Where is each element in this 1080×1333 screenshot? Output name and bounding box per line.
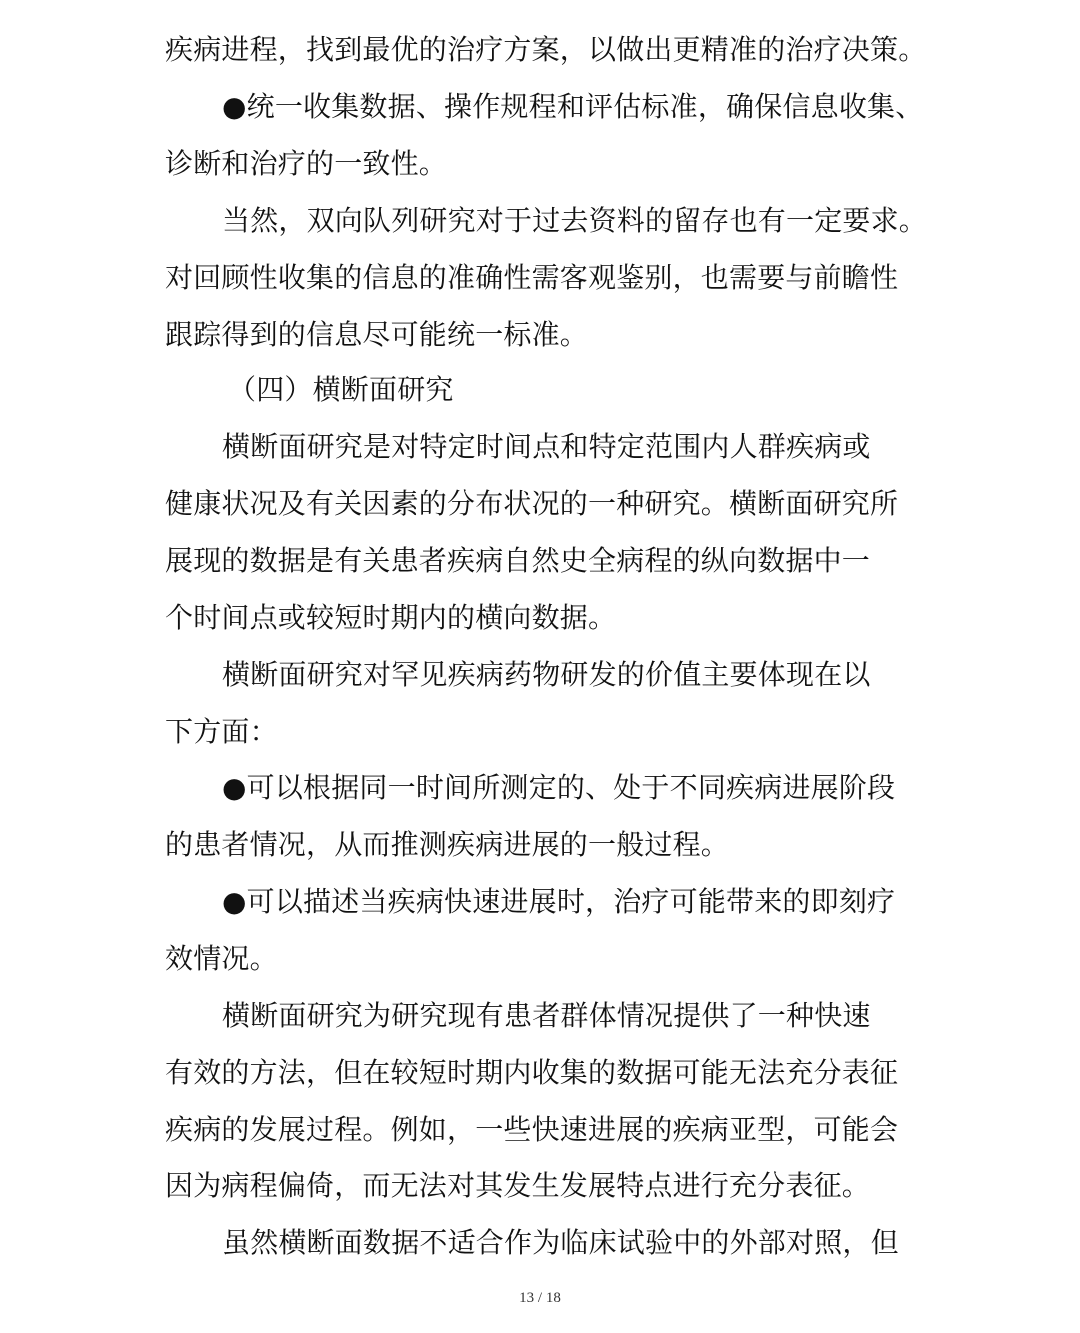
paragraph-line: 疾病的发展过程。例如，一些快速进展的疾病亚型，可能会: [165, 1113, 899, 1146]
paragraph-line: 对回顾性收集的信息的准确性需客观鉴别，也需要与前瞻性: [165, 261, 899, 294]
page-number: 13 / 18: [519, 1290, 561, 1306]
paragraph-line: 虽然横断面数据不适合作为临床试验中的外部对照，但: [222, 1226, 899, 1259]
paragraph-line: 跟踪得到的信息尽可能统一标准。: [165, 318, 589, 351]
paragraph-line: 当然，双向队列研究对于过去资料的留存也有一定要求。: [222, 204, 928, 237]
paragraph-line: 横断面研究为研究现有患者群体情况提供了一种快速: [222, 999, 871, 1032]
paragraph-line: 横断面研究对罕见疾病药物研发的价值主要体现在以: [222, 658, 871, 691]
paragraph-line: 下方面：: [165, 715, 278, 748]
paragraph-line: 横断面研究是对特定时间点和特定范围内人群疾病或: [222, 430, 871, 463]
paragraph-line: 的患者情况，从而推测疾病进展的一般过程。: [165, 828, 730, 861]
paragraph-line: 有效的方法，但在较短时期内收集的数据可能无法充分表征: [165, 1056, 899, 1089]
paragraph-line: 疾病进程，找到最优的治疗方案，以做出更精准的治疗决策。: [165, 33, 927, 66]
paragraph-line: 因为病程偏倚，而无法对其发生发展特点进行充分表征。: [165, 1169, 871, 1202]
paragraph-line: 效情况。: [165, 942, 278, 975]
paragraph-line: 展现的数据是有关患者疾病自然史全病程的纵向数据中一: [165, 544, 871, 577]
section-heading: （四）横断面研究: [228, 373, 454, 406]
paragraph-line: 健康状况及有关因素的分布状况的一种研究。横断面研究所: [165, 487, 899, 520]
paragraph-line: 诊断和治疗的一致性。: [165, 147, 448, 180]
bullet-line: ●统一收集数据、操作规程和评估标准，确保信息收集、: [222, 90, 924, 123]
paragraph-line: 个时间点或较短时期内的横向数据。: [165, 601, 617, 634]
bullet-line: ●可以描述当疾病快速进展时，治疗可能带来的即刻疗: [222, 885, 896, 918]
bullet-line: ●可以根据同一时间所测定的、处于不同疾病进展阶段: [222, 771, 896, 804]
